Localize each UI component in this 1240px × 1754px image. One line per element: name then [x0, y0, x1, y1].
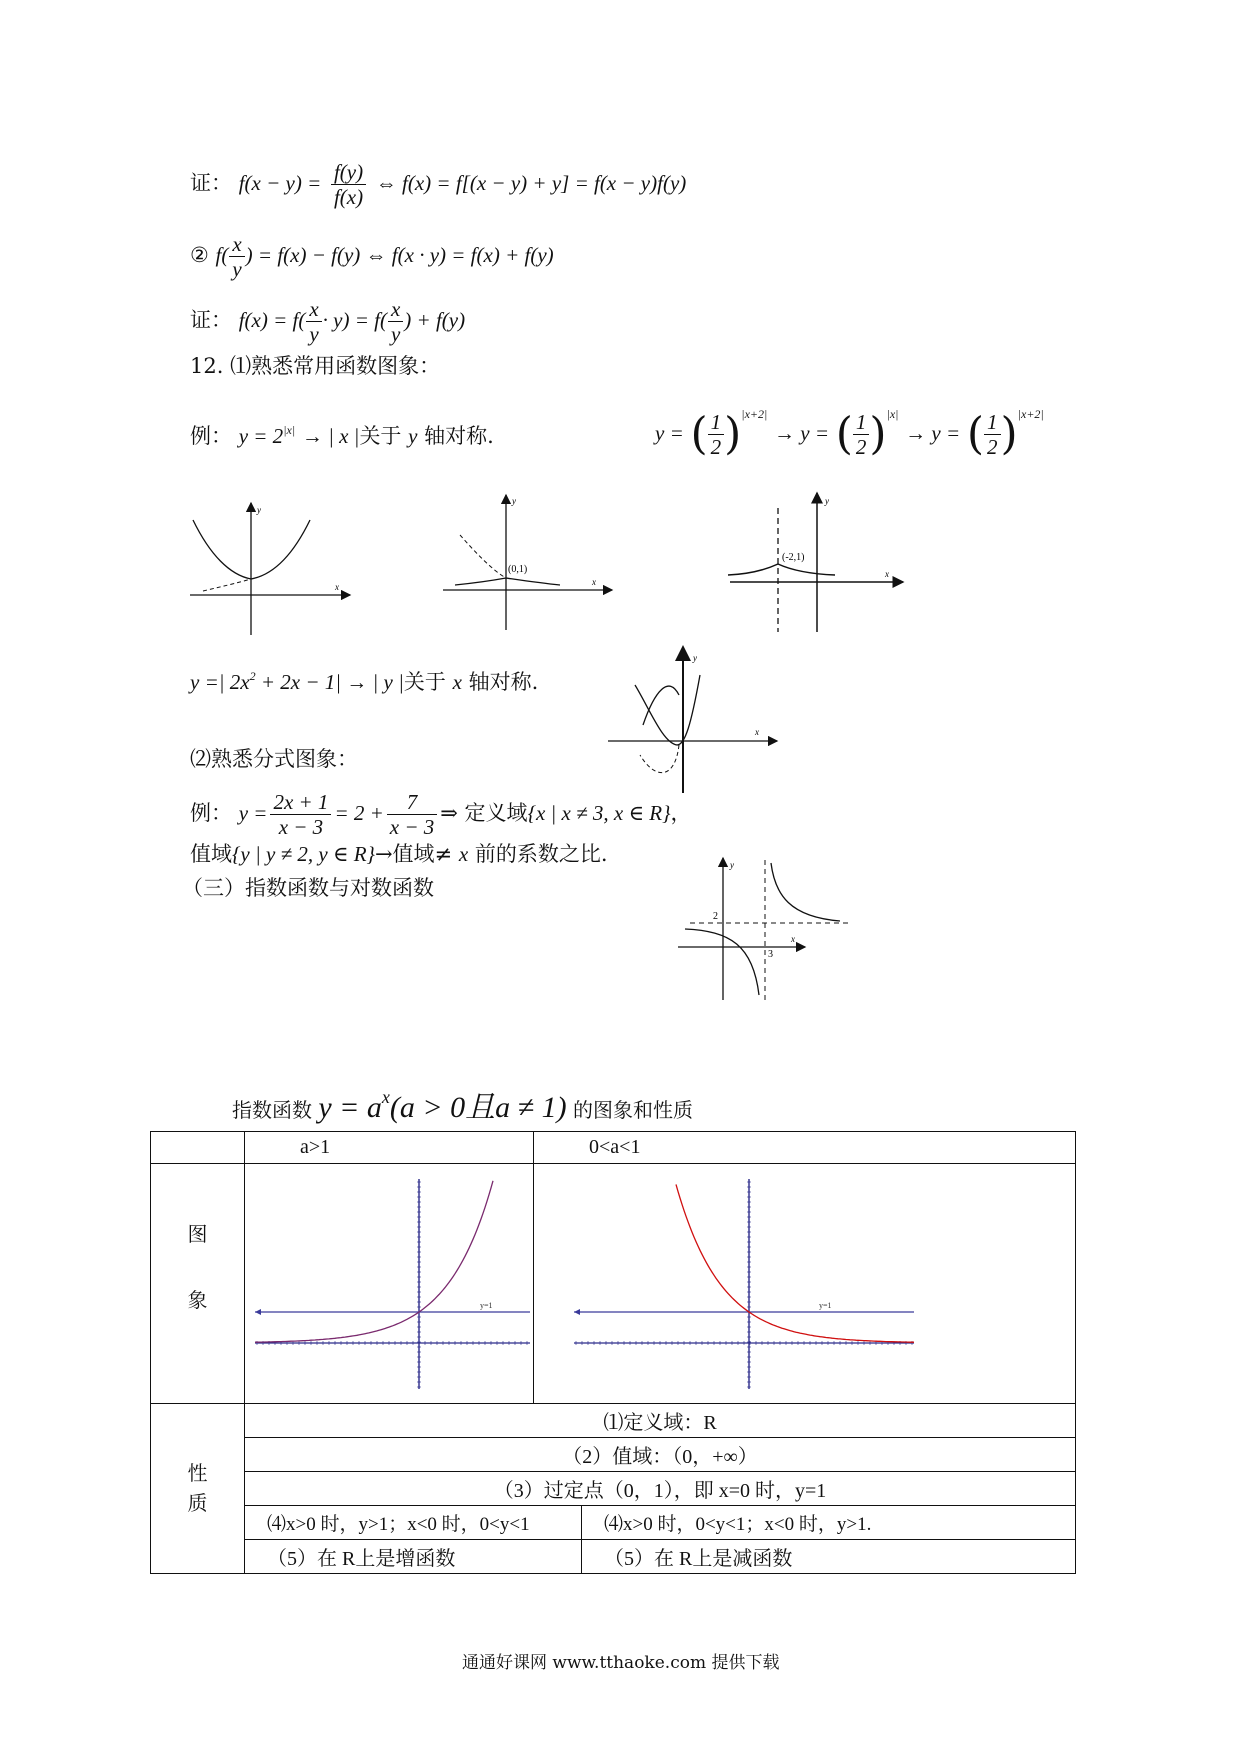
- proof2-lhs: f(x) = f(: [238, 308, 306, 332]
- dec-y1-arrow: [574, 1309, 580, 1315]
- item2-frac-den: y: [232, 257, 242, 281]
- example1-tail2: 轴对称.: [424, 424, 494, 448]
- ex1r-lparen-2: (: [835, 408, 853, 460]
- example2-var: x: [452, 670, 462, 694]
- prop3-cell: （3）过定点（0，1），即 x=0 时，y=1: [245, 1472, 1076, 1506]
- graph2-point: (0,1): [508, 564, 528, 575]
- item2-f-open: f(: [215, 243, 229, 267]
- proof2-fraction-2: [388, 297, 403, 346]
- ex1r-half2-den: 2: [855, 435, 867, 459]
- ex1r-exp1: |x+2|: [741, 407, 768, 421]
- proof1-fraction: [331, 160, 366, 209]
- example3-impl: ⇒ 定义域: [440, 801, 528, 825]
- item2-line: [190, 232, 554, 281]
- graph2-curve: [455, 578, 560, 585]
- prop-row-3: [151, 1472, 1076, 1506]
- graph5-y-label: y: [730, 860, 734, 870]
- ex1r-exp2: |x|: [886, 407, 899, 421]
- graph4-x-label: x: [755, 727, 759, 737]
- example3-var: x: [458, 842, 469, 866]
- proof2-frac2-den: y: [390, 322, 401, 346]
- example3-label: 例：: [190, 801, 232, 825]
- ex1r-half-3: [984, 410, 1001, 459]
- exponential-properties-table: [150, 1131, 1076, 1574]
- proof1-frac-num: f(y): [331, 160, 366, 185]
- graph5-right-branch: [771, 863, 840, 921]
- graph3-point: (-2,1): [782, 552, 805, 563]
- table-props-label-1: 性: [187, 1462, 208, 1485]
- item2-rhs: ) = f(x) − f(y) ⇔ f(x · y) = f(x) + f(y): [245, 243, 554, 267]
- example1-tail: 关于: [359, 424, 402, 448]
- graph5-h-label: 2: [713, 911, 718, 922]
- table-header-a-lt-1: 0<a<1: [534, 1132, 1076, 1164]
- example3-arrow: →值域≠: [374, 842, 453, 866]
- table-title-cond: (a > 0且a ≠ 1): [389, 1091, 567, 1124]
- graph-increasing-exponential: [245, 1164, 533, 1397]
- table-title-pre: 指数函数: [232, 1098, 312, 1122]
- page-footer: 通通好课网 www.tthaoke.com 提供下载: [462, 1653, 780, 1673]
- table-props-label-2: 质: [187, 1492, 208, 1515]
- ex1r-half3-num: 1: [984, 410, 1001, 435]
- proof2-mid: · y) = f(: [322, 308, 387, 332]
- proof1-lhs: f(x − y) =: [238, 171, 322, 195]
- graph2-x-label: x: [592, 577, 596, 587]
- example2-pre: y =| 2x: [190, 670, 250, 694]
- prop4-right-cell: ⑷x>0 时，0<y<1；x<0 时，y>1.: [582, 1506, 1076, 1540]
- graph4-curve: [635, 675, 700, 745]
- graph3-x-label: x: [885, 569, 889, 579]
- graph1-y-label: y: [257, 505, 261, 515]
- example2-tail: 关于: [403, 670, 446, 694]
- ex1r-half3-den: 2: [987, 435, 998, 459]
- graph4-dashed-part: [640, 745, 679, 773]
- ex1r-lparen-3: (: [966, 408, 985, 460]
- ex1r-half1-num: 1: [708, 410, 725, 435]
- example2-mid: + 2x − 1| → | y |: [255, 670, 404, 694]
- proof2-line: [190, 297, 465, 346]
- example2-line: [190, 662, 538, 696]
- inc-y1-arrow: [255, 1309, 261, 1315]
- graph5-left-branch: [685, 929, 759, 995]
- graph3-curve: [728, 564, 835, 575]
- example3-comma: ，: [670, 801, 692, 825]
- graph-half-pow-abs-x-plus-2: [725, 490, 905, 635]
- example3-frac1: [270, 790, 331, 839]
- prop-row-4: [151, 1506, 1076, 1540]
- prop-row-1: [151, 1404, 1076, 1438]
- proof2-frac1-num: x: [306, 297, 321, 322]
- example3-domain: {x | x ≠ 3, x ∈ R}: [527, 801, 671, 825]
- table-title: [232, 1082, 693, 1126]
- dec-curve: [676, 1184, 914, 1342]
- example3-range-label: 值域: [190, 842, 232, 866]
- ex1r-half2-num: 1: [853, 410, 870, 435]
- example1-var: y: [408, 424, 418, 448]
- ex1r-rparen-1: ): [724, 408, 742, 460]
- graph2-dashed-branch: [460, 535, 506, 578]
- example1-exp: |x|: [283, 423, 296, 437]
- ex1r-rparen-3: ): [1000, 408, 1018, 460]
- ex1r-exp3: |x+2|: [1017, 407, 1044, 421]
- section3-title: （三）指数函数与对数函数: [182, 876, 434, 900]
- graph-half-pow-abs-x: [440, 490, 615, 635]
- graph-fractional-function: [675, 855, 855, 1005]
- proof1-frac-den: f(x): [333, 185, 364, 209]
- item2-frac-num: x: [229, 232, 244, 257]
- table-graph-row: [151, 1164, 1076, 1404]
- example3-tail: 前的系数之比.: [474, 842, 608, 866]
- graph4-y-label: y: [693, 653, 697, 663]
- table-header-a-gt-1: a>1: [245, 1132, 534, 1164]
- table-props-label: [151, 1404, 245, 1574]
- ex1r-half-1: [708, 410, 725, 459]
- proof1-rhs: ⇔ f(x) = f[(x − y) + y] = f(x − y)f(y): [375, 171, 687, 195]
- ex1r-half-2: [853, 410, 870, 459]
- ex1r-y1: y =: [655, 421, 684, 445]
- example3-line2: [190, 840, 608, 868]
- item2-circle: ②: [190, 243, 209, 267]
- example1-arrow: → | x |: [301, 424, 360, 448]
- graph4-reflected-hump: [643, 686, 679, 725]
- example3-frac1-num: 2x + 1: [270, 790, 331, 815]
- example1-formula: y = 2: [238, 424, 284, 448]
- inc-curve: [255, 1181, 493, 1342]
- prop5-left-cell: （5）在 R上是增函数: [245, 1540, 582, 1574]
- example3-range: {y | y ≠ 2, y ∈ R}: [232, 842, 375, 866]
- dec-y1-label: y=1: [819, 1301, 832, 1310]
- example3-frac2-den: x − 3: [389, 815, 435, 839]
- proof1-label: 证：: [190, 171, 232, 195]
- ex1r-rparen-2: ): [869, 408, 887, 460]
- prop-row-2: [151, 1438, 1076, 1472]
- proof2-fraction-1: [306, 297, 321, 346]
- graph3-y-label: y: [825, 496, 829, 506]
- example3-line: [190, 790, 692, 839]
- table-graph-label-1: 图: [187, 1224, 208, 1246]
- ex1r-half1-den: 2: [710, 435, 722, 459]
- ex1r-arrow2: → y =: [905, 421, 961, 445]
- prop1-cell: ⑴定义域：R: [245, 1404, 1076, 1438]
- graph-abs-quadratic: [605, 645, 780, 795]
- example1-label: 例：: [190, 424, 232, 448]
- graph-decreasing-exponential: [534, 1164, 1074, 1397]
- example3-y: y =: [238, 801, 268, 825]
- example3-frac2-num: 7: [387, 790, 438, 815]
- example2-sq: 2: [249, 669, 256, 683]
- table-title-sup: x: [381, 1087, 390, 1107]
- prop2-cell: （2）值域：（0，+∞）: [245, 1438, 1076, 1472]
- item2-fraction: [229, 232, 244, 281]
- graph5-x-label: x: [791, 934, 795, 944]
- proof2-rhs: ) + f(y): [404, 308, 466, 332]
- ex1r-arrow1: → y =: [774, 421, 829, 445]
- proof2-label: 证：: [190, 308, 232, 332]
- example2-tail2: 轴对称.: [468, 670, 539, 694]
- proof2-frac1-den: y: [309, 322, 319, 346]
- graph2-y-label: y: [512, 496, 516, 506]
- table-title-formula: y = a: [318, 1091, 382, 1124]
- graph5-v-label: 3: [768, 949, 773, 960]
- example3-eq: = 2 +: [334, 801, 384, 825]
- table-graph-label: [151, 1164, 245, 1404]
- example1-line: [190, 416, 494, 450]
- table-graph-decreasing: [534, 1164, 1076, 1404]
- section12-title: 12. ⑴熟悉常用函数图象：: [190, 354, 441, 378]
- graph1-x-label: x: [335, 582, 339, 592]
- prop4-left-cell: ⑷x>0 时，y>1；x<0 时，0<y<1: [245, 1506, 582, 1540]
- table-corner-cell: [151, 1132, 245, 1164]
- example3-frac1-den: x − 3: [278, 815, 324, 839]
- table-title-post: 的图象和性质: [572, 1098, 693, 1122]
- graph-2-pow-abs-x: [185, 495, 355, 640]
- example1-right: [655, 400, 1044, 460]
- proof1-line: [190, 160, 686, 209]
- prop5-right-cell: （5）在 R上是减函数: [582, 1540, 1076, 1574]
- ex1r-lparen-1: (: [690, 408, 708, 460]
- inc-y1-label: y=1: [480, 1301, 493, 1310]
- table-header-row: [151, 1132, 1076, 1164]
- table-graph-increasing: [245, 1164, 534, 1404]
- section2-title: ⑵熟悉分式图象：: [190, 747, 358, 771]
- graph1-dashed-branch: [203, 579, 251, 591]
- example3-frac2: [387, 790, 438, 839]
- prop-row-5: [151, 1540, 1076, 1574]
- proof2-frac2-num: x: [388, 297, 403, 322]
- table-graph-label-2: 象: [187, 1290, 208, 1312]
